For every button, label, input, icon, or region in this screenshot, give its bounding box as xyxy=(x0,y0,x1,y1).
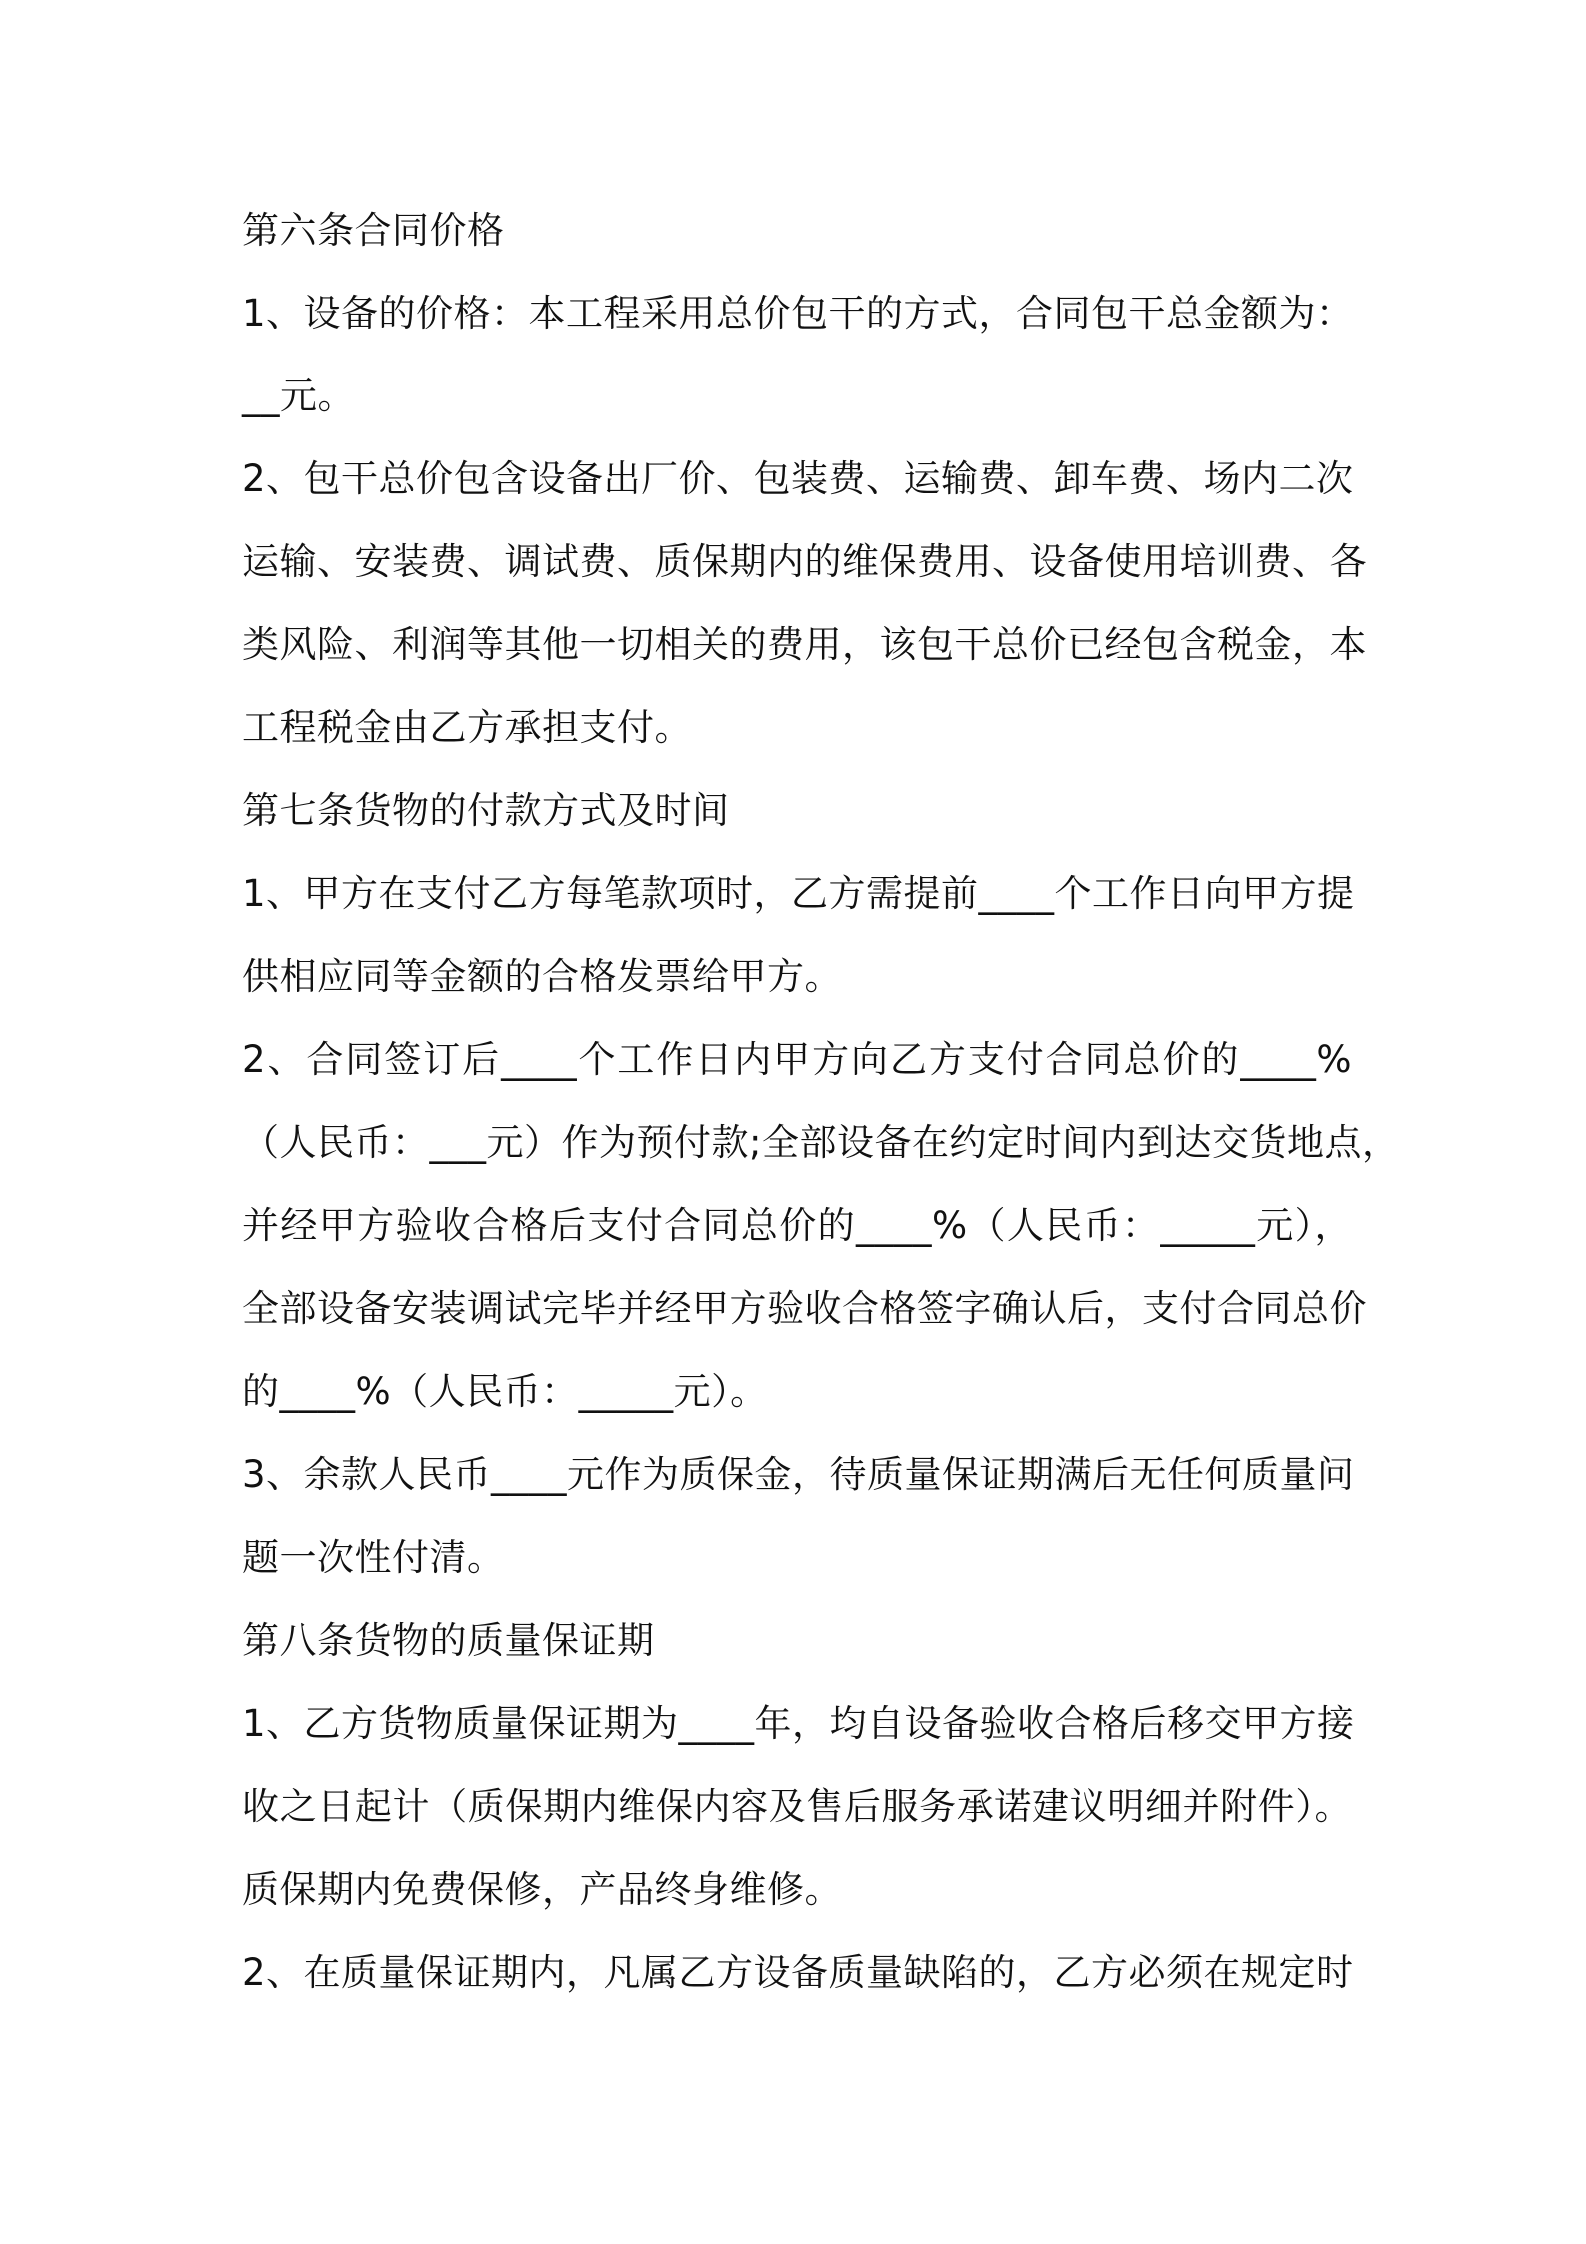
text-line: 1、设备的价格：本工程采用总价包干的方式，合同包干总金额为： xyxy=(242,292,1354,335)
text-line: 类风险、利润等其他一切相关的费用，该包干总价已经包含税金，本 xyxy=(242,623,1367,666)
text-line: 1、甲方在支付乙方每笔款项时，乙方需提前____个工作日向甲方提 xyxy=(242,872,1355,915)
article-6-heading: 第六条合同价格 xyxy=(242,209,505,252)
text-line: 2、在质量保证期内，凡属乙方设备质量缺陷的，乙方必须在规定时 xyxy=(242,1951,1354,1994)
article-7-heading: 第七条货物的付款方式及时间 xyxy=(242,789,730,832)
text-line: 全部设备安装调试完毕并经甲方验收合格签字确认后，支付合同总价 xyxy=(242,1287,1367,1330)
text-line: 供相应同等金额的合格发票给甲方。 xyxy=(242,955,842,998)
text-line: 的____%（人民币：_____元）。 xyxy=(242,1370,768,1413)
article-8-heading: 第八条货物的质量保证期 xyxy=(242,1619,655,1662)
text-line: 运输、安装费、调试费、质保期内的维保费用、设备使用培训费、各 xyxy=(242,540,1367,583)
text-line: 工程税金由乙方承担支付。 xyxy=(242,706,692,749)
text-line: （人民币：___元）作为预付款;全部设备在约定时间内到达交货地点， xyxy=(242,1121,1400,1164)
text-line: 收之日起计（质保期内维保内容及售后服务承诺建议明细并附件）。 xyxy=(242,1785,1352,1828)
text-line: 3、余款人民币____元作为质保金，待质量保证期满后无任何质量问 xyxy=(242,1453,1355,1496)
text-line: 质保期内免费保修，产品终身维修。 xyxy=(242,1868,842,1911)
text-line: 2、包干总价包含设备出厂价、包装费、运输费、卸车费、场内二次 xyxy=(242,457,1354,500)
text-line: 题一次性付清。 xyxy=(242,1536,505,1579)
text-line: __元。 xyxy=(242,374,355,417)
text-line: 2、合同签订后____个工作日内甲方向乙方支付合同总价的____% xyxy=(242,1038,1352,1081)
text-line: 1、乙方货物质量保证期为____年，均自设备验收合格后移交甲方接 xyxy=(242,1702,1355,1745)
text-line: 并经甲方验收合格后支付合同总价的____%（人民币：_____元）， xyxy=(242,1204,1352,1247)
